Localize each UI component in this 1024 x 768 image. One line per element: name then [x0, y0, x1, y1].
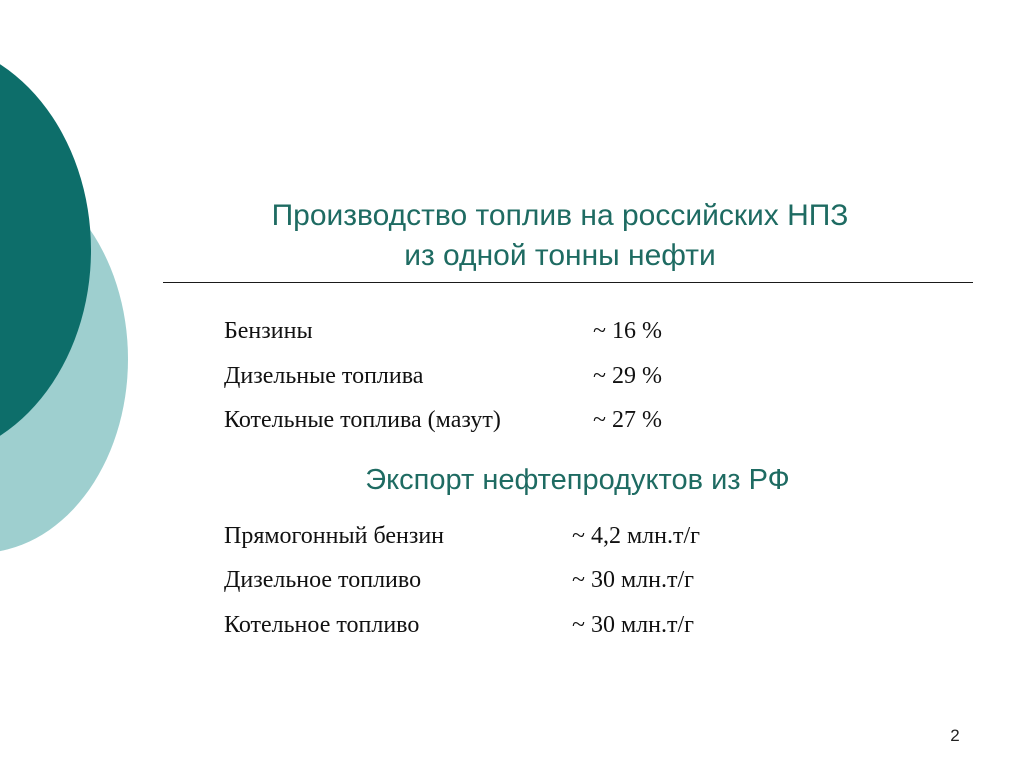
export-label-fuel-oil: Котельное топливо — [224, 612, 420, 638]
export-value-diesel: ~ 30 млн.т/г — [572, 567, 694, 593]
export-value-naphtha: ~ 4,2 млн.т/г — [572, 523, 700, 549]
production-value-fuel-oil: ~ 27 % — [593, 407, 662, 433]
production-label-gasoline: Бензины — [224, 318, 313, 344]
production-value-gasoline: ~ 16 % — [593, 318, 662, 344]
export-label-naphtha: Прямогонный бензин — [224, 523, 445, 549]
export-label-diesel: Дизельное топливо — [224, 567, 422, 593]
slide-title-line-2: из одной тонны нефти — [404, 239, 716, 272]
production-value-diesel: ~ 29 % — [593, 363, 662, 389]
production-label-diesel: Дизельные топлива — [224, 363, 424, 389]
export-value-fuel-oil: ~ 30 млн.т/г — [572, 612, 694, 638]
title-divider — [163, 282, 973, 283]
production-label-fuel-oil: Котельные топлива (мазут) — [224, 407, 501, 433]
slide-title-line-1: Производство топлив на российских НПЗ — [271, 199, 849, 232]
page-number: 2 — [950, 726, 960, 745]
export-title: Экспорт нефтепродуктов из РФ — [365, 464, 790, 496]
slide-title — [180, 196, 940, 276]
